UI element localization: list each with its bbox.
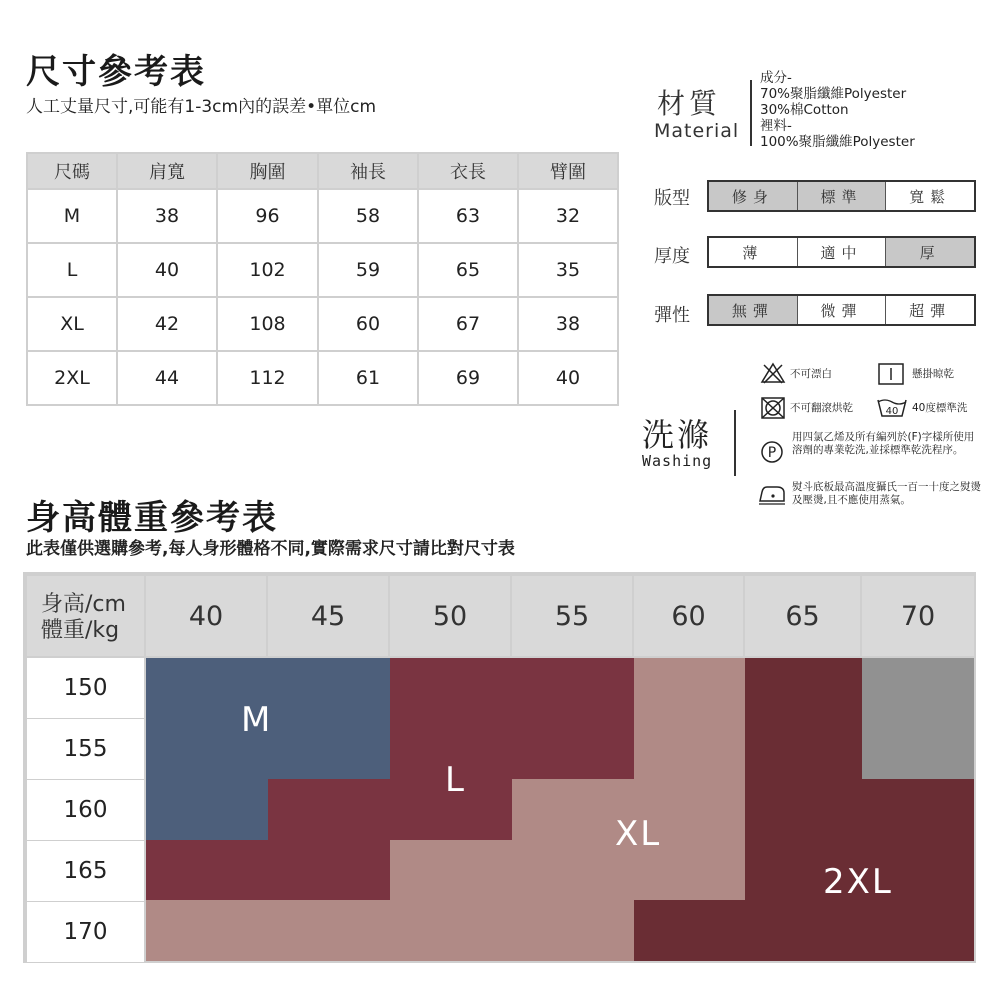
size-region-cell — [268, 900, 390, 961]
thickness-option: 厚 — [886, 238, 974, 266]
material-line: 裡料- — [760, 118, 792, 134]
size-region-cell — [390, 900, 512, 961]
elasticity-label: 彈性 — [654, 305, 690, 326]
size-region-cell — [634, 719, 745, 780]
material-line: 70%聚脂纖維Polyester — [760, 86, 907, 102]
height-row-label: 170 — [27, 902, 144, 962]
cell: 58 — [318, 189, 418, 243]
size-region-cell — [146, 900, 268, 961]
cell: 61 — [318, 351, 418, 405]
cell: 2XL — [27, 351, 117, 405]
care-text: 不可翻滾烘乾 — [790, 402, 853, 414]
size-region-cell — [862, 719, 974, 780]
size-region-cell — [390, 840, 512, 901]
dry-clean-p-icon — [760, 440, 784, 464]
size-region-cell — [390, 658, 512, 719]
washing-title-en: Washing — [642, 452, 713, 470]
size-region-cell — [745, 658, 862, 719]
care-text: 不可漂白 — [790, 368, 832, 380]
header-length: 衣長 — [418, 153, 518, 189]
material-line: 30%棉Cotton — [760, 102, 849, 118]
size-region-label: 2XL — [823, 862, 893, 902]
size-region-cell — [268, 658, 390, 719]
thickness-option: 適中 — [798, 238, 887, 266]
size-region-cell — [862, 779, 974, 840]
chart-corner — [27, 576, 144, 656]
fit-option: 寬鬆 — [909, 187, 952, 206]
cell: 32 — [518, 189, 618, 243]
hang-dry-icon — [878, 363, 904, 385]
cell: 69 — [418, 351, 518, 405]
size-region-label: L — [445, 760, 466, 800]
elasticity-selector — [707, 294, 976, 326]
elasticity-option: 無彈 — [709, 296, 798, 324]
material-line: 100%聚脂纖維Polyester — [760, 134, 915, 150]
weight-header: 55 — [512, 576, 632, 656]
size-region-cell — [862, 900, 974, 961]
size-region-cell — [146, 840, 268, 901]
size-region-cell — [745, 900, 862, 961]
height-row-label: 165 — [27, 841, 144, 901]
thickness-option: 薄 — [709, 238, 798, 266]
size-region-cell — [745, 719, 862, 780]
cell: 59 — [318, 243, 418, 297]
material-line: 成分- — [760, 70, 792, 86]
cell: 102 — [217, 243, 318, 297]
header-arm: 臂圍 — [518, 153, 618, 189]
wash-40-icon — [876, 396, 908, 418]
material-composition — [760, 70, 915, 150]
size-region-label: M — [241, 700, 273, 740]
material-divider — [750, 80, 752, 146]
height-row-label: 155 — [27, 719, 144, 779]
body-chart — [23, 572, 976, 963]
elasticity-option: 微彈 — [798, 296, 887, 324]
size-table — [26, 152, 619, 406]
cell: 60 — [318, 297, 418, 351]
iron-low-icon — [757, 483, 787, 505]
cell: 65 — [418, 243, 518, 297]
fit-option: 修身 — [709, 182, 798, 210]
size-region-cell — [512, 900, 634, 961]
header-size: 尺碼 — [27, 153, 117, 189]
no-tumble-dry-icon — [760, 396, 786, 420]
weight-header: 45 — [268, 576, 388, 656]
height-row-label: 150 — [27, 658, 144, 718]
thickness-selector — [707, 236, 976, 268]
table-row — [27, 297, 618, 351]
washing-title-cn: 洗滌 — [642, 416, 713, 454]
size-region-cell — [745, 779, 862, 840]
cell: XL — [27, 297, 117, 351]
material-title-en: Material — [654, 120, 740, 142]
cell: 44 — [117, 351, 217, 405]
washing-divider — [734, 410, 736, 476]
table-row — [27, 189, 618, 243]
size-region-cell — [268, 840, 390, 901]
size-chart-subtitle: 人工丈量尺寸,可能有1-3cm內的誤差•單位cm — [26, 97, 377, 117]
fit-selector — [707, 180, 976, 212]
cell: 67 — [418, 297, 518, 351]
cell: 96 — [217, 189, 318, 243]
care-text: 40度標準洗 — [912, 402, 968, 414]
cell: 42 — [117, 297, 217, 351]
body-chart-title: 身高體重參考表 — [26, 498, 278, 538]
svg-text:P: P — [767, 445, 777, 461]
corner-height-label: 身高/cm — [41, 592, 126, 617]
fit-option: 標準 — [798, 182, 887, 210]
svg-text:40: 40 — [885, 406, 899, 417]
size-region-cell — [862, 658, 974, 719]
size-chart-title: 尺寸參考表 — [26, 52, 206, 92]
header-shoulder: 肩寬 — [117, 153, 217, 189]
size-region-cell — [634, 658, 745, 719]
cell: 112 — [217, 351, 318, 405]
header-sleeve: 袖長 — [318, 153, 418, 189]
size-region-cell — [512, 719, 634, 780]
header-chest: 胸圍 — [217, 153, 318, 189]
weight-header: 40 — [146, 576, 266, 656]
care-text: 熨斗底板最高溫度攝氏一百一十度之熨燙及壓燙,且不應使用蒸氣。 — [792, 481, 981, 506]
cell: 38 — [117, 189, 217, 243]
cell: M — [27, 189, 117, 243]
cell: 35 — [518, 243, 618, 297]
table-row — [27, 243, 618, 297]
body-chart-subtitle: 此表僅供選購參考,每人身形體格不同,實際需求尺寸請比對尺寸表 — [26, 539, 515, 559]
cell: L — [27, 243, 117, 297]
size-region-cell — [146, 779, 268, 840]
corner-weight-label: 體重/kg — [41, 618, 120, 643]
material-title-cn: 材質 — [657, 87, 722, 120]
weight-header: 60 — [634, 576, 743, 656]
size-region-cell — [512, 658, 634, 719]
size-table-header-row — [27, 153, 618, 189]
care-text: 用四氯乙烯及所有編列於(F)字樣所使用溶劑的專業乾洗,並採標準乾洗程序。 — [792, 431, 975, 456]
no-bleach-icon — [760, 362, 786, 384]
cell: 63 — [418, 189, 518, 243]
size-region-label: XL — [615, 814, 662, 854]
cell: 108 — [217, 297, 318, 351]
size-region-cell — [268, 719, 390, 780]
fit-label: 版型 — [654, 188, 690, 209]
size-region-cell — [268, 779, 390, 840]
elasticity-option: 超彈 — [909, 301, 952, 320]
size-region-cell — [634, 900, 745, 961]
cell: 40 — [518, 351, 618, 405]
table-row — [27, 351, 618, 405]
thickness-label: 厚度 — [654, 246, 690, 267]
height-row-label: 160 — [27, 780, 144, 840]
weight-header: 70 — [862, 576, 974, 656]
weight-header: 65 — [745, 576, 860, 656]
cell: 38 — [518, 297, 618, 351]
cell: 40 — [117, 243, 217, 297]
care-text: 懸掛晾乾 — [912, 368, 954, 380]
weight-header: 50 — [390, 576, 510, 656]
